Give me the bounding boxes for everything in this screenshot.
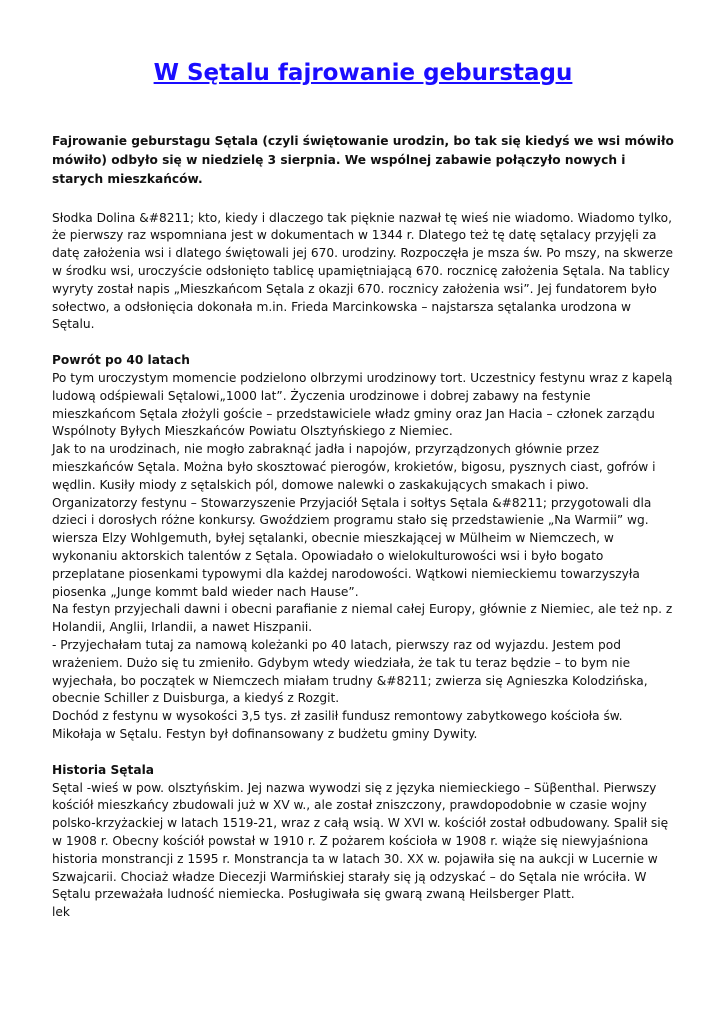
paragraph-return-4: Na festyn przyjechali dawni i obecni parafianie z niemal całej Europy, głównie z Niemiec, ale też np. z Holandii, Anglii, Irlandii, a nawet Hiszpanii. (52, 602, 673, 635)
paragraph-return-2: Jak to na urodzinach, nie mogło zabraknąć jadła i napojów, przyrządzonych głównie przez mieszkańców Sętala. Można było skosztować pierogów, krokietów, bigosu, pysznych ciast, gofrów i wędlin. Kusiły miody z sętalskich pól, domowe nalewki o zaskakujących smakach i piwo. (52, 442, 656, 492)
paragraph-return-1: Po tym uroczystym momencie podzielono olbrzymi urodzinowy tort. Uczestnicy festynu wraz z kapelą ludową odśpiewali Sętalowi„1000 lat”. Życzenia urodzinowe i dobrej zabawy na festynie mieszkańcom Sętala złożyli goście – przedstawiciele władz gminy oraz Jan Hacia – członek zarządu Wspólnoty Byłych Mieszkańców Powiatu Olsztyńskiego z Niemiec. (52, 370, 673, 439)
section-heading-history: Historia Sętala (52, 762, 154, 777)
paragraph-return-6: Dochód z festynu w wysokości 3,5 tys. zł zasilił fundusz remontowy zabytkowego kościoła św. Mikołaja w Sętalu. Festyn był dofinansowany z budżetu gminy Dywity. (52, 709, 623, 741)
section-heading-return: Powrót po 40 latach (52, 353, 190, 368)
article-title-link[interactable]: W Sętalu fajrowanie geburstagu (153, 60, 573, 86)
paragraph-history-2: lek (52, 905, 70, 920)
article-lead: Fajrowanie geburstagu Sętala (czyli świętowanie urodzin, bo tak się kiedyś we wsi mówiło mówiło) odbyło się w niedzielę 3 sierpnia. We wspólnej zabawie połączyło nowych i starych mieszkańców. (52, 134, 674, 187)
article-title (52, 56, 674, 90)
paragraph-return-5: - Przyjechałam tutaj za namową koleżanki po 40 latach, pierwszy raz od wyjazdu. Jestem pod wrażeniem. Dużo się tu zmieniło. Gdybym wtedy wiedziała, że tak tu teraz będzie – to bym nie wyjechała, bo początek w Niemczech miałam trudny &#8211; zwierza się Agnieszka Kolodzińska, obecnie Schiller z Duisburga, a kiedyś z Rozgit. (52, 637, 648, 706)
paragraph-return-3: Organizatorzy festynu – Stowarzyszenie Przyjaciół Sętala i sołtys Sętala &#8211; przygotowali dla dzieci i dorosłych różne konkursy. Gwoździem programu stało się przedstawienie „Na Warmii” wg. wiersza Elzy Wohlgemuth, byłej sętalanki, obecnie mieszkającej w Mülheim w Niemczech, w wykonaniu aktorskich talentów z Sętala. Opowiadało o wielokulturowości wsi i było bogato przeplatane piosenkami typowymi dla każdej narodowości. Wątkowi niemieckiemu towarzyszyła piosenka „Junge kommt bald wieder nach Hause”. (52, 495, 652, 599)
article-intro: Słodka Dolina &#8211; kto, kiedy i dlaczego tak pięknie nazwał tę wieś nie wiadomo. Wiadomo tylko, że pierwszy raz wspomniana jest w dokumentach w 1344 r. Dlatego też tę datę sętalacy przyjęli za datę założenia wsi i dlatego świętowali jej 670. urodziny. Rozpoczęła je msza św. Po mszy, na skwerze w środku wsi, uroczyście odsłonięto tablicę upamiętniającą 670. rocznicę założenia Sętala. Na tablicy wyryty został napis „Mieszkańcom Sętala z okazji 670. rocznicy założenia wsi”. Jej fundatorem było sołectwo, a odsłonięcia dokonała m.in. Frieda Marcinkowska – najstarsza sętalanka urodzona w Sętalu. (52, 210, 674, 332)
paragraph-history-1: Sętal -wieś w pow. olsztyńskim. Jej nazwa wywodzi się z języka niemieckiego – Süβenthal. Pierwszy kościół mieszkańcy zbudowali już w XV w., ale został zniszczony, prawdopodobnie w czasie wojny polsko-krzyżackiej w latach 1519-21, wraz z całą wsią. W XVI w. kościół został odbudowany. Spalił się w 1908 r. Obecny kościół powstał w 1910 r. Z pożarem kościoła w 1908 r. wiąże się niewyjaśniona historia monstrancji z 1595 r. Monstrancja ta w latach 30. XX w. pojawiła się na aukcji w Lucernie w Szwajcarii. Chociaż władze Diecezji Warmińskiej starały się ją odzyskać – do Sętala nie wróciła. W Sętalu przeważała ludność niemiecka. Posługiwała się gwarą zwaną Heilsberger Platt. (52, 780, 669, 902)
document-page (52, 56, 674, 922)
